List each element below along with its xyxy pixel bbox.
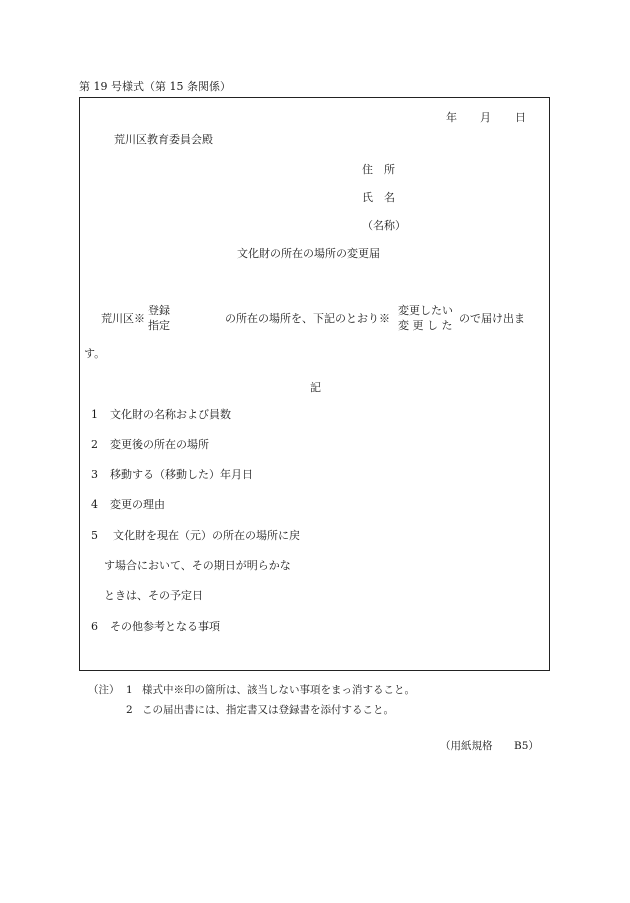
registration-designation-options	[148, 303, 170, 333]
note-2-text: この届出書には、指定書又は登録書を添付すること。	[142, 704, 394, 716]
note-2-number: 2	[126, 704, 133, 716]
date-month-label: 月	[480, 111, 491, 124]
body-continuation: す。	[84, 347, 106, 360]
item-4-text: 変更の理由	[110, 498, 165, 511]
item-3-text: 移動する（移動した）年月日	[110, 468, 253, 481]
applicant-name-label: 氏 名	[362, 191, 395, 204]
option-changed: 変 更 し た	[398, 319, 453, 332]
item-2-number: 2	[91, 438, 98, 451]
option-designated: 指定	[148, 319, 170, 332]
applicant-entity-label: （名称）	[362, 219, 406, 232]
item-5-text-line2: す場合において、その期日が明らかな	[104, 559, 291, 572]
paper-spec-size: B5）	[514, 740, 539, 752]
note-1-number: 1	[126, 684, 133, 696]
change-tense-options	[398, 303, 453, 333]
body-suffix: ので届け出ま	[459, 312, 525, 325]
option-registered: 登録	[148, 304, 170, 317]
item-2-text: 変更後の所在の場所	[110, 438, 209, 451]
notes-label: （注）	[88, 684, 120, 696]
item-6-number: 6	[91, 620, 98, 633]
applicant-address-label: 住 所	[362, 163, 395, 176]
document-title: 文化財の所在の場所の変更届	[237, 247, 380, 260]
ki-heading: 記	[310, 381, 321, 394]
item-1-text: 文化財の名称および員数	[110, 408, 231, 421]
option-want-to-change: 変更したい	[398, 304, 453, 317]
item-4-number: 4	[91, 498, 98, 511]
item-5-text-line3: ときは、その予定日	[104, 589, 203, 602]
date-day-label: 日	[515, 111, 526, 124]
item-3-number: 3	[91, 468, 98, 481]
item-5-number: 5	[91, 529, 98, 542]
body-prefix: 荒川区※	[101, 312, 145, 325]
item-1-number: 1	[91, 408, 98, 421]
item-5-text: 文化財を現在（元）の所在の場所に戻	[113, 529, 300, 542]
date-year-label: 年	[446, 111, 457, 124]
paper-spec-label: （用紙規格	[440, 740, 493, 752]
body-middle: の所在の場所を、下記のとおり※	[225, 312, 390, 325]
item-6-text: その他参考となる事項	[110, 620, 220, 633]
form-number-label: 第 19 号様式（第 15 条関係）	[79, 80, 231, 93]
note-1-text: 様式中※印の箇所は、該当しない事項をまっ消すること。	[142, 684, 415, 696]
addressee: 荒川区教育委員会殿	[114, 133, 213, 146]
